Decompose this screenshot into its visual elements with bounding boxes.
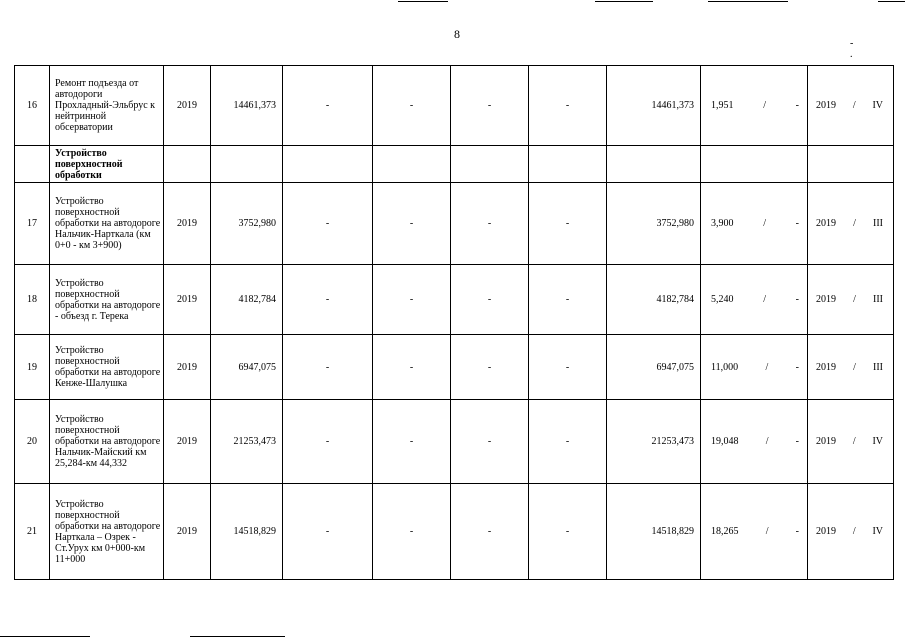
period-values	[808, 294, 893, 305]
year-cell: 2019	[164, 400, 211, 484]
scan-mark	[878, 1, 905, 2]
dash-cell: -	[373, 183, 451, 265]
year-cell: 2019	[164, 265, 211, 335]
total-cell: 21253,473	[607, 400, 701, 484]
dash-cell: -	[283, 335, 373, 400]
length-value: 1,951	[711, 100, 734, 111]
scan-mark	[595, 1, 653, 2]
row-number-cell	[15, 146, 50, 183]
object-name-cell: Устройство поверхностной обработки на автодороге Нарткала – Озрек - Ст.Урух км 0+000-км 11+000	[50, 484, 164, 580]
object-name-cell: Устройство поверхностной обработки на автодороге Нальчик-Майский км 25,284-км 44,332	[50, 400, 164, 484]
dash-cell: -	[373, 335, 451, 400]
section-row	[15, 146, 894, 183]
scan-mark	[190, 636, 285, 637]
total-cell: 3752,980	[607, 183, 701, 265]
length-cell	[701, 484, 808, 580]
quarter-value: III	[873, 361, 883, 373]
dash-cell: -	[529, 66, 607, 146]
total-cell: 14461,373	[607, 66, 701, 146]
length-separator: /	[763, 218, 766, 229]
empty-cell	[607, 146, 701, 183]
length-extra: -	[795, 218, 799, 229]
dash-cell: -	[283, 484, 373, 580]
dash-cell: -	[451, 400, 529, 484]
table-row	[15, 484, 894, 580]
period-values	[808, 526, 893, 537]
year-cell: 2019	[164, 66, 211, 146]
year-cell: 2019	[164, 335, 211, 400]
period-year: 2019	[816, 218, 836, 229]
length-separator: /	[765, 436, 769, 447]
empty-cell	[808, 146, 894, 183]
table-row	[15, 66, 894, 146]
length-separator: /	[765, 526, 769, 537]
dash-cell: -	[451, 335, 529, 400]
object-name-cell: Устройство поверхностной обработки на автодороге - объезд г. Терека	[50, 265, 164, 335]
period-year: 2019	[816, 526, 836, 537]
cost-cell: 14518,829	[211, 484, 283, 580]
length-cell	[701, 265, 808, 335]
length-values	[701, 294, 807, 305]
period-year: 2019	[816, 294, 836, 305]
scan-specks: - .	[850, 38, 874, 60]
scan-mark	[398, 1, 448, 2]
cost-cell: 21253,473	[211, 400, 283, 484]
period-separator: /	[853, 294, 856, 305]
dash-cell: -	[373, 265, 451, 335]
empty-cell	[211, 146, 283, 183]
total-cell: 14518,829	[607, 484, 701, 580]
length-value: 19,048	[711, 436, 739, 447]
scan-mark	[0, 636, 90, 637]
period-values	[808, 218, 893, 229]
row-number-cell: 16	[15, 66, 50, 146]
cost-cell: 6947,075	[211, 335, 283, 400]
row-number-cell: 17	[15, 183, 50, 265]
period-year: 2019	[816, 361, 836, 373]
length-values	[701, 362, 807, 373]
row-number-cell: 21	[15, 484, 50, 580]
period-cell	[808, 265, 894, 335]
period-separator: /	[852, 100, 856, 111]
dash-cell: -	[529, 484, 607, 580]
dash-cell: -	[529, 265, 607, 335]
length-separator: /	[763, 100, 766, 111]
length-extra: -	[795, 100, 799, 111]
dash-cell: -	[283, 400, 373, 484]
quarter-value: III	[873, 218, 883, 229]
row-number-cell: 18	[15, 265, 50, 335]
row-number-cell: 20	[15, 400, 50, 484]
dash-cell: -	[529, 400, 607, 484]
length-cell	[701, 66, 808, 146]
dash-cell: -	[283, 265, 373, 335]
length-cell	[701, 335, 808, 400]
period-cell	[808, 400, 894, 484]
empty-cell	[451, 146, 529, 183]
period-values	[808, 436, 893, 447]
year-cell: 2019	[164, 484, 211, 580]
length-values	[701, 436, 807, 447]
dash-cell: -	[373, 66, 451, 146]
length-values	[701, 100, 807, 111]
cost-cell: 3752,980	[211, 183, 283, 265]
dash-cell: -	[529, 183, 607, 265]
length-cell	[701, 400, 808, 484]
table-row	[15, 400, 894, 484]
length-extra: -	[795, 294, 799, 305]
length-extra: -	[795, 526, 799, 537]
empty-cell	[164, 146, 211, 183]
period-separator: /	[853, 361, 856, 373]
quarter-value: IV	[872, 100, 883, 111]
empty-cell	[701, 146, 808, 183]
period-values	[808, 362, 893, 373]
period-values	[808, 100, 893, 111]
period-cell	[808, 183, 894, 265]
length-value: 11,000	[711, 361, 739, 373]
object-name-cell: Устройство поверхностной обработки на автодороге Кенже-Шалушка	[50, 335, 164, 400]
page-number: 8	[454, 27, 460, 41]
length-values	[701, 218, 807, 229]
period-year: 2019	[816, 100, 836, 111]
period-separator: /	[852, 436, 856, 447]
period-separator: /	[852, 526, 856, 537]
empty-cell	[529, 146, 607, 183]
quarter-value: III	[873, 294, 883, 305]
section-title-cell: Устройство поверхностной обработки	[50, 146, 164, 183]
dash-cell: -	[451, 66, 529, 146]
dash-cell: -	[373, 484, 451, 580]
total-cell: 4182,784	[607, 265, 701, 335]
period-cell	[808, 66, 894, 146]
quarter-value: IV	[872, 436, 883, 447]
period-year: 2019	[816, 436, 836, 447]
year-cell: 2019	[164, 183, 211, 265]
empty-cell	[373, 146, 451, 183]
length-extra: -	[795, 436, 799, 447]
period-cell	[808, 335, 894, 400]
dash-cell: -	[373, 400, 451, 484]
dash-cell: -	[283, 183, 373, 265]
cost-cell: 14461,373	[211, 66, 283, 146]
scan-mark	[708, 1, 788, 2]
dash-cell: -	[283, 66, 373, 146]
period-cell	[808, 484, 894, 580]
table-row	[15, 183, 894, 265]
works-table	[14, 65, 894, 580]
dash-cell: -	[451, 183, 529, 265]
dash-cell: -	[451, 484, 529, 580]
table-body	[15, 66, 894, 580]
table-row	[15, 335, 894, 400]
empty-cell	[283, 146, 373, 183]
dash-cell: -	[529, 335, 607, 400]
length-value: 5,240	[711, 294, 734, 305]
total-cell: 6947,075	[607, 335, 701, 400]
object-name-cell: Устройство поверхностной обработки на автодороге Нальчик-Нарткала (км 0+0 - км 3+900)	[50, 183, 164, 265]
cost-cell: 4182,784	[211, 265, 283, 335]
dash-cell: -	[451, 265, 529, 335]
length-values	[701, 526, 807, 537]
length-cell	[701, 183, 808, 265]
object-name-cell: Ремонт подъезда от автодороги Прохладный-Эльбрус к нейтринной обсерватории	[50, 66, 164, 146]
length-value: 3,900	[711, 218, 734, 229]
row-number-cell: 19	[15, 335, 50, 400]
length-value: 18,265	[711, 526, 739, 537]
length-extra: -	[795, 361, 799, 373]
length-separator: /	[763, 294, 766, 305]
length-separator: /	[765, 361, 769, 373]
quarter-value: IV	[872, 526, 883, 537]
period-separator: /	[853, 218, 856, 229]
table-row	[15, 265, 894, 335]
